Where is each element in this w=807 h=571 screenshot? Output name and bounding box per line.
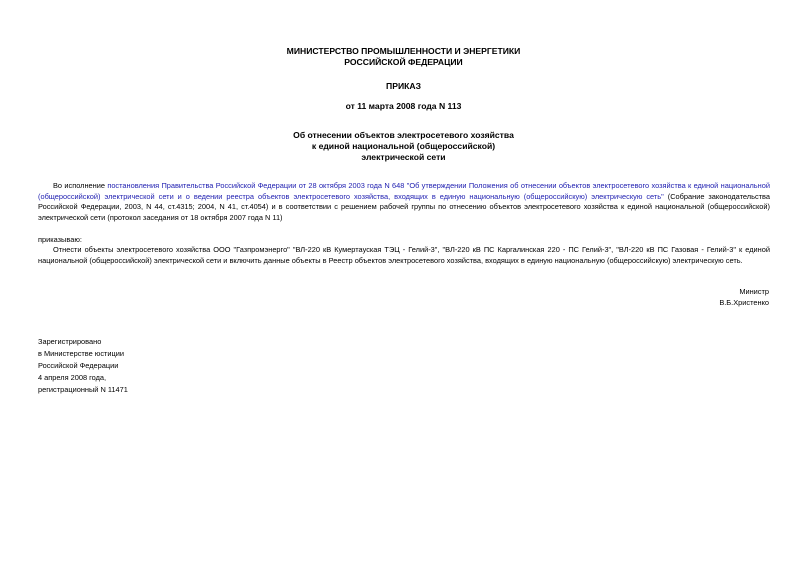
title-line-1: Об отнесении объектов электросетевого хозяйства bbox=[293, 130, 514, 140]
document-title bbox=[0, 130, 807, 163]
title-line-3: электрической сети bbox=[361, 152, 446, 162]
signature-name: В.Б.Христенко bbox=[719, 297, 769, 307]
government-decree-link[interactable]: постановления Правительства Российской Федерации от 28 октября 2003 года N 648 "Об утверждении Положения об отнесении объектов электросетевого хозяйства к единой национальной (общероссийской) электрической сети и о ведении реестра объектов электросетевого хозяйства, входящих в единую национальную (общероссийскую) электрическую сеть" bbox=[38, 181, 770, 201]
order-word: приказываю: bbox=[38, 235, 82, 244]
registration-line-3: Российской Федерации bbox=[38, 361, 119, 370]
ministry-line-1: МИНИСТЕРСТВО ПРОМЫШЛЕННОСТИ И ЭНЕРГЕТИКИ bbox=[286, 46, 521, 56]
preamble-paragraph bbox=[38, 181, 770, 223]
title-line-2: к единой национальной (общероссийской) bbox=[311, 141, 496, 151]
registration-line-2: в Министерстве юстиции bbox=[38, 349, 125, 358]
order-paragraph: Отнести объекты электросетевого хозяйства ООО "Газпромэнерго" "ВЛ-220 кВ Кумертауская ТЭЦ - Гелий-3", "ВЛ-220 кВ ПС Каргалинская 220 - ПС Гелий-3", "ВЛ-220 кВ ПС Газовая - Гелий-3" к единой национальной (общероссийской) электрической сети и включить данные объекты в Реестр объектов электросетевого хозяйства, входящих в единую национальную (общероссийскую) электрическую сеть. bbox=[38, 245, 770, 265]
registration-block bbox=[38, 336, 128, 396]
registration-line-5: регистрационный N 11471 bbox=[38, 385, 128, 394]
ministry-header bbox=[0, 46, 807, 68]
date-number: от 11 марта 2008 года N 113 bbox=[345, 101, 462, 111]
preamble-intro: Во исполнение bbox=[53, 181, 108, 190]
registration-line-4: 4 апреля 2008 года, bbox=[38, 373, 107, 382]
signature-block bbox=[719, 287, 769, 308]
signature-position: Министр bbox=[739, 287, 769, 296]
doc-type: ПРИКАЗ bbox=[386, 81, 421, 91]
ministry-line-2: РОССИЙСКОЙ ФЕДЕРАЦИИ bbox=[344, 57, 463, 67]
registration-line-1: Зарегистрировано bbox=[38, 337, 102, 346]
preamble-rest: (Собрание законодательства Российской Федерации, 2003, N 44, ст.4315; 2004, N 41, ст.4054) и в соответствии с решением рабочей группы по отнесению объектов электросетевого хозяйства к единой национальной (общероссийской) электрической сети (протокол заседания от 18 октября 2007 года N 11) bbox=[38, 191, 770, 222]
